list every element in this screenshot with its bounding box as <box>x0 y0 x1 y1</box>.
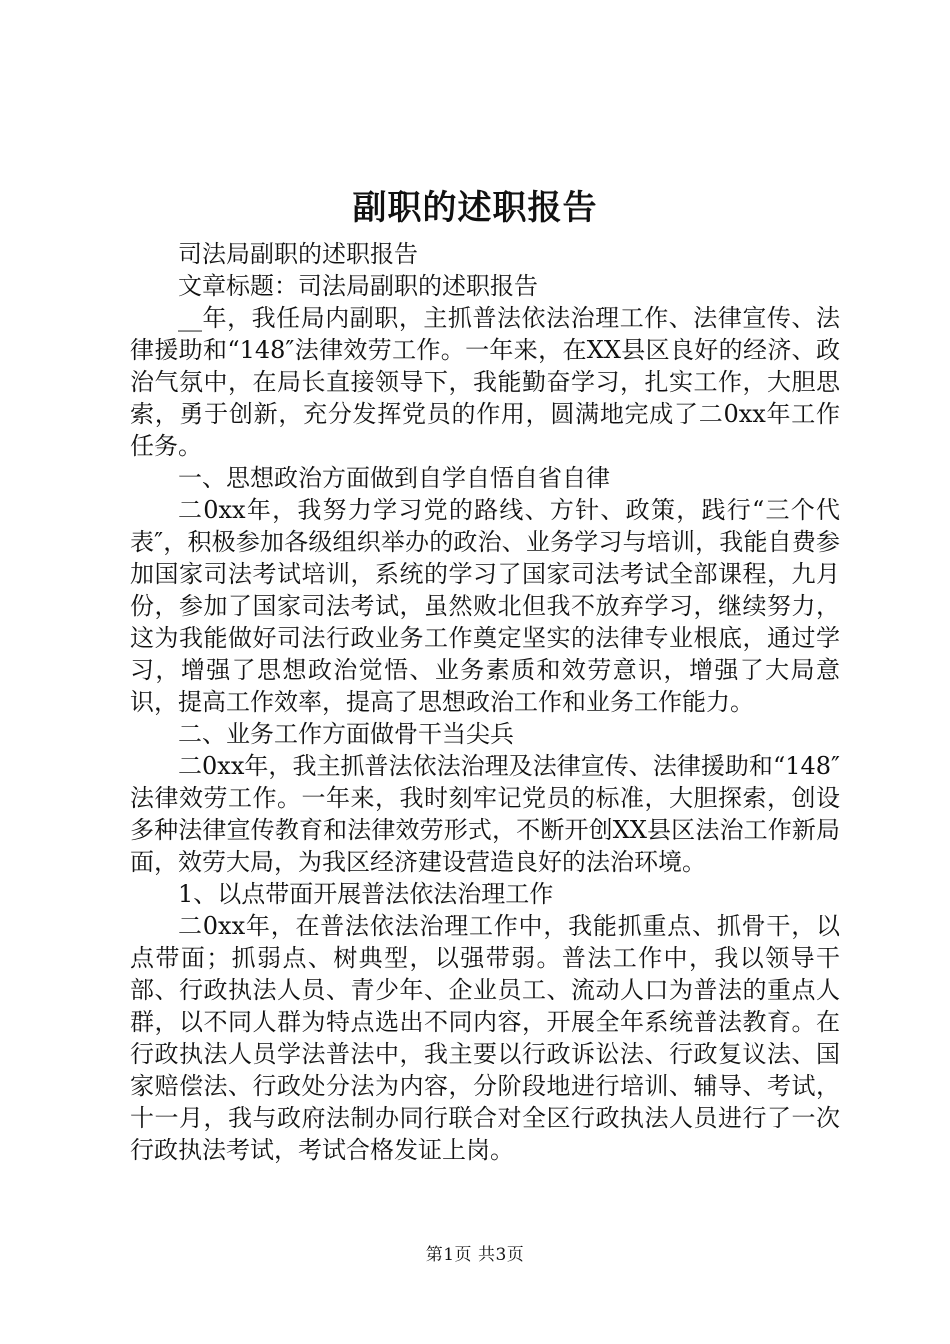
page-number-footer: 第1页 共3页 <box>425 1245 525 1265</box>
paragraph-section-2: 二0xx年，我主抓普法依法治理及法律宣传、法律援助和“148″法律效劳工作。一年来，我时刻牢记党员的标准，大胆探索，创设多种法律宣传教育和法律效劳形式，不断开创XX县区法治工作新局面，效劳大局，为我区经济建设营造良好的法治环境。 <box>130 752 840 876</box>
subsection-heading-1: 1、以点带面开展普法依法治理工作 <box>178 880 554 908</box>
document-body <box>130 238 840 1166</box>
document-title: 副职的述职报告 <box>352 188 598 228</box>
paragraph-section-1: 二0xx年，我努力学习党的路线、方针、政策，践行“三个代表″，积极参加各级组织举办的政治、业务学习与培训，我能自费参加国家司法考试培训，系统的学习了国家司法考试全部课程，九月份，参加了国家司法考试，虽然败北但我不放弃学习，继续努力，这为我能做好司法行政业务工作奠定坚实的法律专业根底，通过学习，增强了思想政治觉悟、业务素质和效劳意识，增强了大局意识，提高工作效率，提高了思想政治工作和业务工作能力。 <box>130 496 840 716</box>
paragraph-intro: __年，我任局内副职，主抓普法依法治理工作、法律宣传、法律援助和“148″法律效劳工作。一年来，在XX县区良好的经济、政治气氛中，在局长直接领导下，我能勤奋学习，扎实工作，大胆思索，勇于创新，充分发挥党员的作用，圆满地完成了二0xx年工作任务。 <box>130 304 840 460</box>
section-heading-2: 二、业务工作方面做骨干当尖兵 <box>178 720 514 748</box>
paragraph-subtitle: 司法局副职的述职报告 <box>178 240 418 268</box>
section-heading-1: 一、思想政治方面做到自学自悟自省自律 <box>178 464 610 492</box>
paragraph-subsection-1: 二0xx年，在普法依法治理工作中，我能抓重点、抓骨干，以点带面；抓弱点、树典型，以强带弱。普法工作中，我以领导干部、行政执法人员、青少年、企业员工、流动人口为普法的重点人群，以不同人群为特点选出不同内容，开展全年系统普法教育。在行政执法人员学法普法中，我主要以行政诉讼法、行政复议法、国家赔偿法、行政处分法为内容，分阶段地进行培训、辅导、考试，十一月，我与政府法制办同行联合对全区行政执法人员进行了一次行政执法考试，考试合格发证上岗。 <box>130 912 840 1164</box>
paragraph-article-title: 文章标题：司法局副职的述职报告 <box>178 272 538 300</box>
